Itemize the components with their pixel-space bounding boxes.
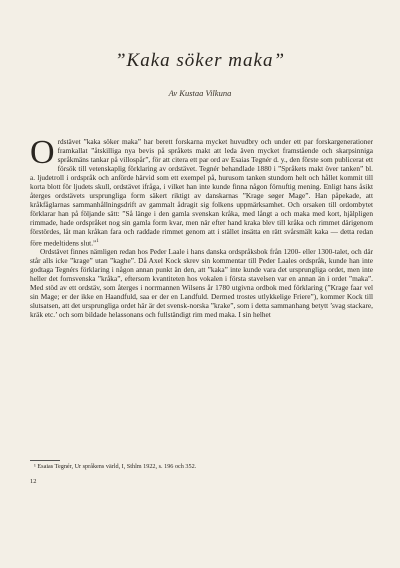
paragraph-2 <box>30 247 373 319</box>
article-title: ”Kaka söker maka” <box>114 50 286 71</box>
drop-cap: O <box>30 134 55 171</box>
footnote: ¹ Esaias Tegnér, Ur språkens värld, I, Sthlm 1922, s. 196 och 352. <box>34 463 197 470</box>
article-body <box>30 134 373 320</box>
page-number: 12 <box>30 478 37 485</box>
article-author: Av Kustaa Vilkuna <box>168 88 232 98</box>
footnote-divider <box>30 460 60 461</box>
paragraph-1-text: rdstävet ”kaka söker maka” har berett forskarna mycket huvudbry och under ett par forskargenerationer framkallat ”åtskilliga nya bevis på språkets makt att leda även mycket framstående och skarpsinniga språkmäns tankar på villospår”, för att citera ett par ord av Esaias Tegnér d. y., den förste som publicerat ett försök till vetenskaplig förklaring av ordstävet. Tegnér behandlade 1880 i ”Språkets makt över tanken” bl. a. ljudetroll i ordspråk och anförde härvid som ett exempel på, hurusom tanken stundom helt och hållet kommit till korta blott för ljudets skull, ordstävet ifråga, i vilket han inte kunde finna någon förnuftig mening. Enligt hans åsikt återges ordstävets ursprungliga form säkert riktigt av danskarnas ”Krage søger Mage”. Han påpekade, att kråkfåglarnas sammanhållningsdrift av gammalt ådragit sig folkens uppmärksamhet. Och orsaken till ordombytet förklarar han på följande sätt: ”Så länge i den gamla svenskan kråka, med långt a och maka med kort, hjälpligen rimmade, hade ordspråket nog sin gamla form kvar, men när efter hand kraka blev till kråka och rimmet därigenom förstördes, låt man kråkan fara och raddade rimmet genom att i stället insätta en rätt svårsmält kaka — detta redan före medeltidens slut.” <box>30 137 373 247</box>
footnote-ref: 1 <box>96 238 99 244</box>
paragraph-1 <box>30 134 373 247</box>
paragraph-2-text: Ordstävet finnes nämligen redan hos Peder Laale i hans danska ordspråksbok från 1200- eller 1300-talet, och där står alls icke ”krage” utan ”kaghe”. Då Axel Kock skrev sin kommentar till Peder Laales ordspråk, kunde han inte godtaga Tegnérs förklaring i någon annan punkt än den, att ”kaka” inte kunde vara det ursprungliga ordet, men inte heller det fornsvenska ”kråka”, eftersom kvantiteten hos vokalen i första stavelsen var en annan än i ordet ”maka”. Med stöd av ett ordstäv, som återges i norrmannen Wilsens år 1780 utgivna ordbok med förklaring (”Krage faar vel sin Mage; er der ikke en Haandfuld, saa er der en Landfuld. Dermed trostes utlykkelige Friere”), kommer Kock till slutsatsen, att det ursprungliga ordet här är det svensk-norska ”krake”, som i detta sammanhang betytt ’svag stackare, kräk etc.’ och som bildade helassonans och fullständigt rim med maka. I sin helhet <box>30 246 373 320</box>
